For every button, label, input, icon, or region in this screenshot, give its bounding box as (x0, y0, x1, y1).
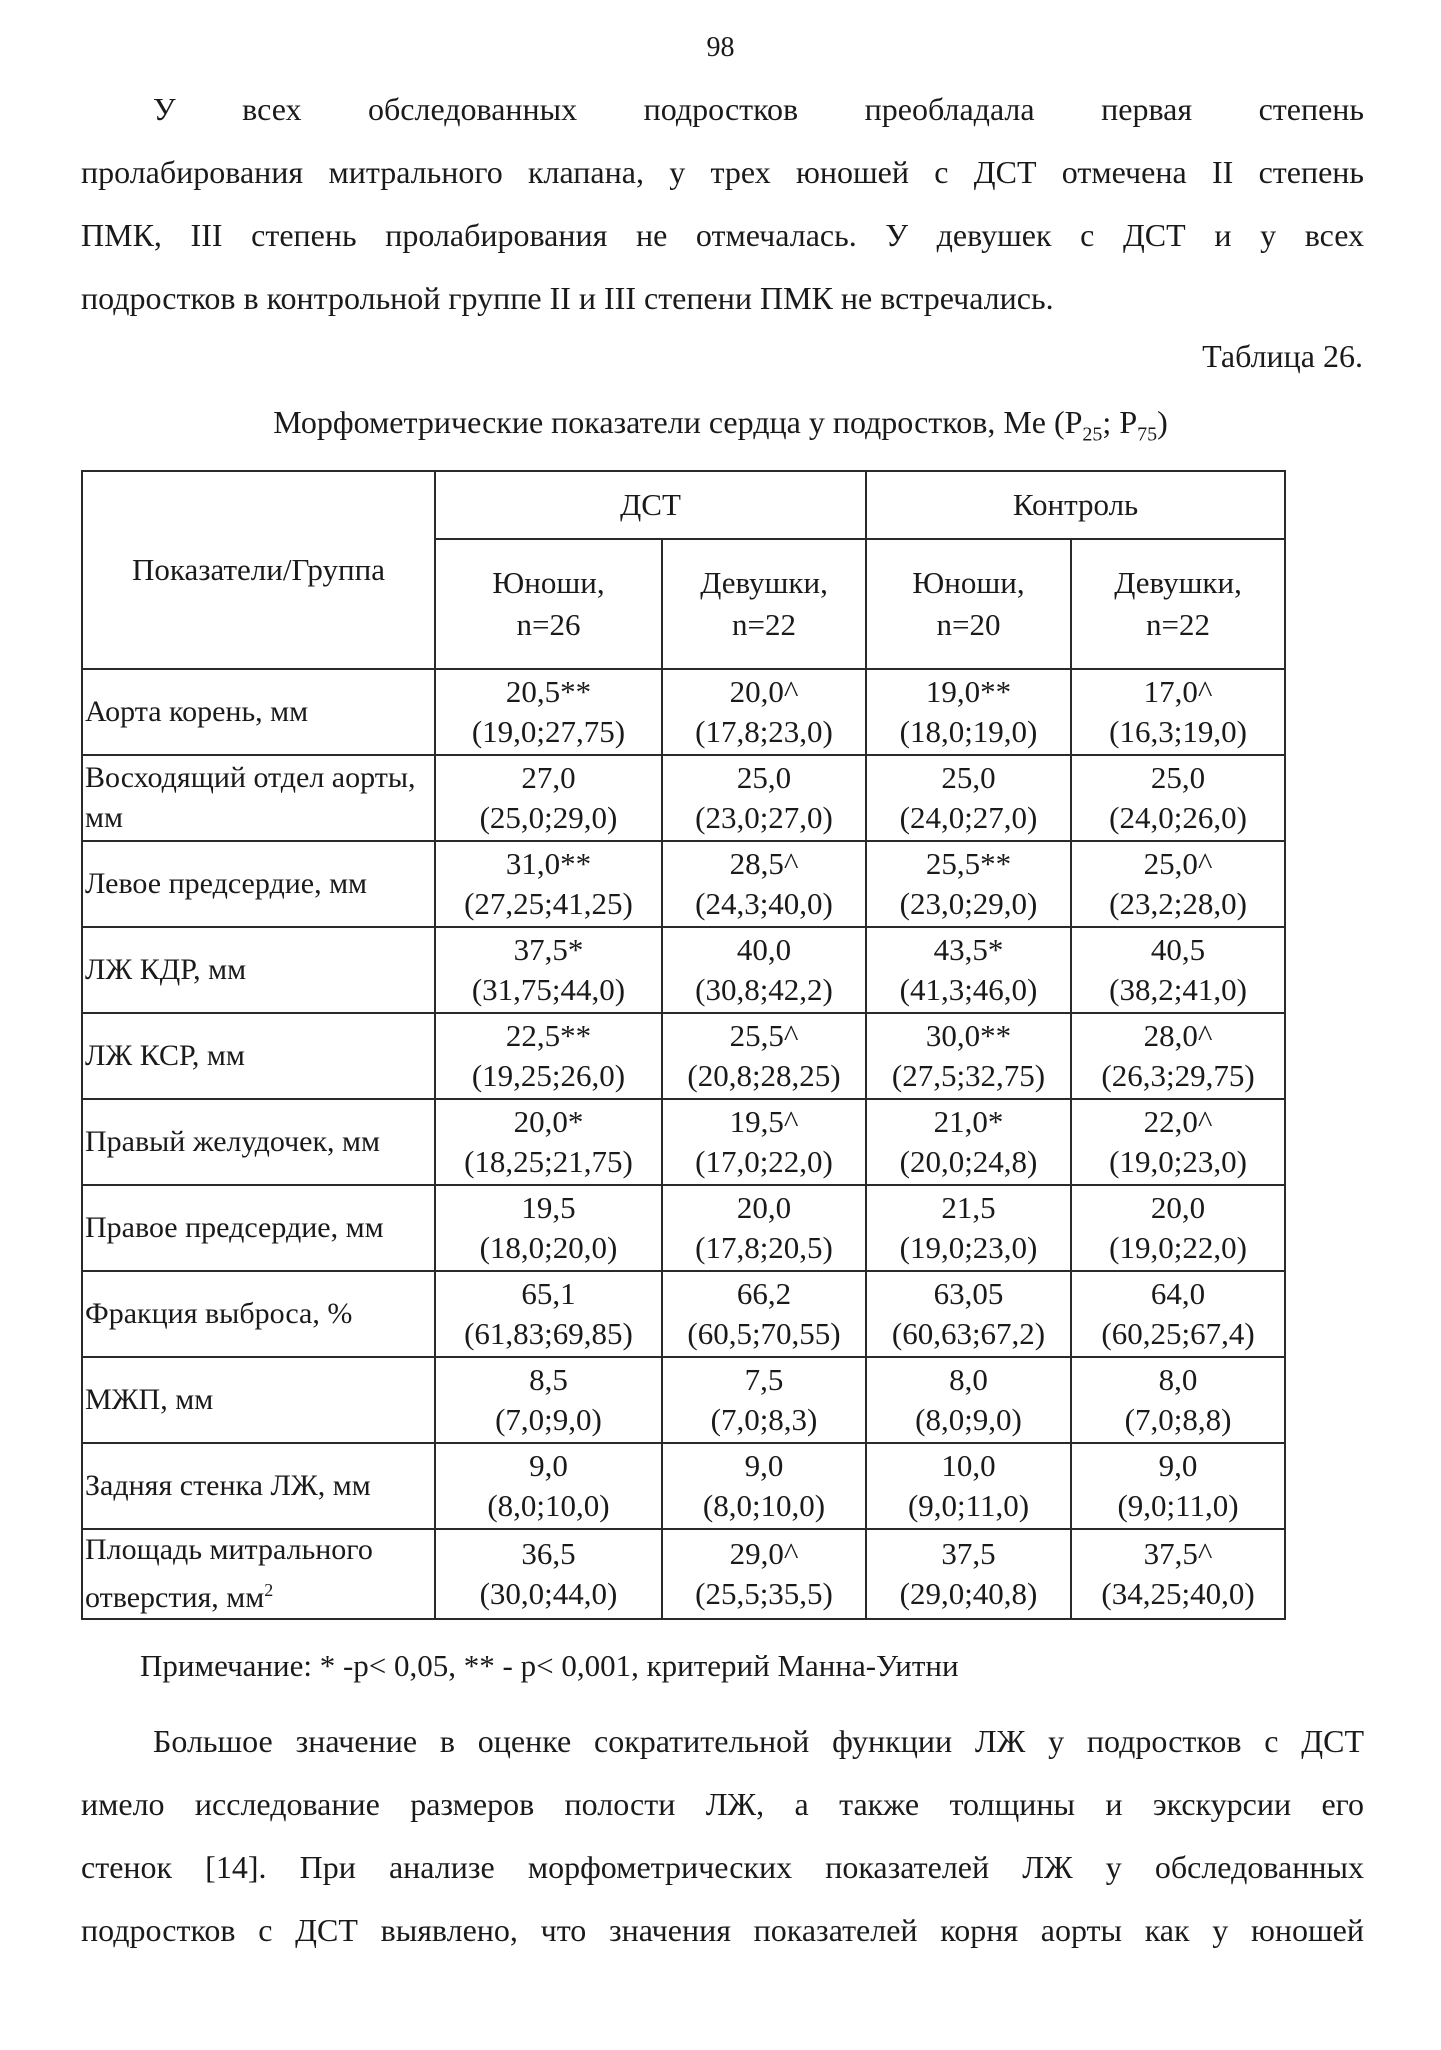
cell-interquartile-range: (20,8;28,25) (687, 1058, 841, 1093)
table-row (82, 1185, 1285, 1271)
table-row (82, 669, 1285, 755)
closing-paragraph (81, 1710, 1364, 1962)
table-title-end: ) (1157, 404, 1168, 440)
cell-median: 37,5* (513, 932, 584, 967)
table-row (82, 755, 1285, 841)
table-row (82, 1271, 1285, 1357)
cell-median: 27,0 (521, 760, 576, 795)
table-row (82, 841, 1285, 927)
cell-interquartile-range: (30,0;44,0) (479, 1576, 618, 1611)
cell-median: 8,0 (949, 1362, 988, 1397)
cell-interquartile-range: (29,0;40,8) (899, 1576, 1038, 1611)
table-footnote: Примечание: * -р< 0,05, ** - р< 0,001, критерий Манна-Уитни (140, 1648, 959, 1683)
table-cell (1071, 755, 1285, 841)
subgroup-n: n=22 (732, 607, 796, 642)
table-cell (662, 1185, 866, 1271)
cell-interquartile-range: (19,25;26,0) (471, 1058, 626, 1093)
cell-median: 9,0 (529, 1448, 568, 1483)
table-cell (662, 1271, 866, 1357)
row-label (82, 1443, 435, 1529)
cell-interquartile-range: (61,83;69,85) (464, 1316, 633, 1351)
cell-median: 10,0 (941, 1448, 996, 1483)
cell-median: 25,0 (1150, 760, 1206, 795)
table-body (82, 669, 1285, 1619)
paragraph-line: стенок [14]. При анализе морфометрических показателей ЛЖ у обследованных (81, 1849, 1364, 1885)
row-label-text: Площадь митрального отверстия, мм (85, 1533, 373, 1614)
table-cell (662, 1357, 866, 1443)
cell-median: 37,5^ (1143, 1536, 1213, 1571)
row-label-text: МЖП, мм (85, 1383, 214, 1416)
row-label-text: Правый желудочек, мм (85, 1125, 381, 1158)
table-cell (1071, 1013, 1285, 1099)
cell-interquartile-range: (30,8;42,2) (695, 972, 833, 1007)
table-cell (662, 755, 866, 841)
table-title (0, 404, 1441, 446)
table-cell (866, 755, 1071, 841)
table-cell (1071, 927, 1285, 1013)
table-cell (435, 1099, 662, 1185)
table-cell (866, 841, 1071, 927)
table-cell (866, 669, 1071, 755)
paragraph-line: Большое значение в оценке сократительной функции ЛЖ у подростков с ДСТ (153, 1723, 1364, 1759)
cell-median: 28,0^ (1143, 1018, 1213, 1053)
cell-interquartile-range: (24,0;27,0) (899, 800, 1038, 835)
cell-median: 31,0** (505, 846, 592, 881)
table-cell (662, 669, 866, 755)
table-cell (866, 1185, 1071, 1271)
cell-interquartile-range: (41,3;46,0) (899, 972, 1038, 1007)
table-cell (435, 755, 662, 841)
cell-interquartile-range: (8,0;10,0) (702, 1488, 826, 1523)
cell-median: 40,5 (1150, 932, 1206, 967)
subgroup-header (662, 539, 866, 669)
cell-median: 25,0 (736, 760, 792, 795)
cell-interquartile-range: (19,0;22,0) (1109, 1230, 1247, 1265)
cell-interquartile-range: (9,0;11,0) (907, 1488, 1030, 1523)
table-cell (662, 841, 866, 927)
row-label (82, 669, 435, 755)
paragraph-line: пролабирования митрального клапана, у трех юношей с ДСТ отмечена II степень (81, 154, 1364, 190)
cell-median: 20,0^ (729, 674, 799, 709)
cell-median: 9,0 (1158, 1448, 1198, 1483)
cell-interquartile-range: (17,8;23,0) (695, 714, 833, 749)
page-number: 98 (706, 32, 735, 63)
cell-interquartile-range: (60,25;67,4) (1101, 1316, 1255, 1351)
subgroup-header (435, 539, 662, 669)
subgroup-name: Девушки, (700, 565, 828, 600)
row-label-text: Задняя стенка ЛЖ, мм (85, 1469, 371, 1502)
cell-interquartile-range: (20,0;24,8) (899, 1144, 1038, 1179)
table-cell (662, 1443, 866, 1529)
row-header-cell: Показатели/Группа (82, 471, 435, 669)
subgroup-n: n=20 (936, 607, 1001, 642)
cell-median: 25,5^ (729, 1018, 799, 1053)
cell-interquartile-range: (17,0;22,0) (695, 1144, 833, 1179)
cell-interquartile-range: (60,63;67,2) (891, 1316, 1046, 1351)
cell-interquartile-range: (18,0;20,0) (479, 1230, 618, 1265)
cell-median: 22,0^ (1143, 1104, 1213, 1139)
table-title-sub2: 75 (1137, 423, 1158, 446)
cell-interquartile-range: (26,3;29,75) (1101, 1058, 1255, 1093)
cell-interquartile-range: (18,25;21,75) (464, 1144, 633, 1179)
cell-interquartile-range: (7,0;8,8) (1124, 1402, 1232, 1437)
row-label-text: Фракция выброса, % (85, 1297, 353, 1330)
table-title-sub1: 25 (1082, 423, 1103, 446)
cell-median: 20,5** (505, 674, 592, 709)
cell-interquartile-range: (27,25;41,25) (464, 886, 633, 921)
cell-median: 20,0 (736, 1190, 792, 1225)
table-cell (435, 1271, 662, 1357)
table-cell (866, 1271, 1071, 1357)
cell-median: 17,0^ (1143, 674, 1213, 709)
cell-interquartile-range: (31,75;44,0) (471, 972, 626, 1007)
subgroup-name: Девушки, (1114, 565, 1242, 600)
cell-median: 66,2 (736, 1276, 792, 1311)
table-cell (1071, 1271, 1285, 1357)
cell-median: 64,0 (1150, 1276, 1206, 1311)
row-label-text: ЛЖ КСР, мм (85, 1039, 245, 1072)
cell-median: 43,5* (933, 932, 1004, 967)
paragraph-line: У всех обследованных подростков преобладала первая степень (153, 91, 1364, 127)
table-row (82, 927, 1285, 1013)
subgroup-name: Юноши, (912, 565, 1025, 600)
cell-interquartile-range: (7,0;8,3) (710, 1402, 818, 1437)
cell-interquartile-range: (7,0;9,0) (495, 1402, 602, 1437)
cell-interquartile-range: (17,8;20,5) (695, 1230, 833, 1265)
subgroup-header (866, 539, 1071, 669)
row-label (82, 1099, 435, 1185)
table-cell (435, 1185, 662, 1271)
row-label (82, 1357, 435, 1443)
table-cell (435, 1529, 662, 1619)
subgroup-header (1071, 539, 1285, 669)
cell-median: 21,0* (933, 1104, 1004, 1139)
row-label-text: Восходящий отдел аорты, мм (85, 761, 416, 834)
table-cell (1071, 669, 1285, 755)
table-row (82, 1357, 1285, 1443)
table-cell (1071, 1099, 1285, 1185)
table-cell (866, 1443, 1071, 1529)
cell-median: 19,5^ (729, 1104, 799, 1139)
cell-interquartile-range: (19,0;23,0) (1109, 1144, 1247, 1179)
table-row (82, 1443, 1285, 1529)
cell-median: 19,5 (521, 1190, 576, 1225)
intro-paragraph (81, 78, 1364, 330)
cell-median: 25,0 (941, 760, 996, 795)
table-cell (866, 1013, 1071, 1099)
cell-interquartile-range: (19,0;23,0) (899, 1230, 1038, 1265)
cell-median: 20,0* (513, 1104, 584, 1139)
cell-median: 28,5^ (729, 846, 799, 881)
row-label (82, 841, 435, 927)
cell-interquartile-range: (60,5;70,55) (687, 1316, 841, 1351)
table-cell (1071, 1357, 1285, 1443)
cell-median: 36,5 (521, 1536, 576, 1571)
cell-median: 7,5 (744, 1362, 784, 1397)
table-cell (435, 841, 662, 927)
table-cell (866, 1357, 1071, 1443)
table-cell (435, 669, 662, 755)
row-label (82, 1013, 435, 1099)
cell-interquartile-range: (8,0;10,0) (487, 1488, 610, 1523)
row-label (82, 1271, 435, 1357)
table-cell (662, 1529, 866, 1619)
cell-interquartile-range: (8,0;9,0) (915, 1402, 1022, 1437)
cell-interquartile-range: (27,5;32,75) (891, 1058, 1046, 1093)
cell-median: 40,0 (736, 932, 792, 967)
cell-median: 30,0** (925, 1018, 1012, 1053)
paragraph-line: имело исследование размеров полости ЛЖ, а также толщины и экскурсии его (81, 1786, 1364, 1822)
cell-median: 65,1 (521, 1276, 576, 1311)
cell-median: 20,0 (1150, 1190, 1206, 1225)
cell-median: 22,5** (505, 1018, 592, 1053)
cell-interquartile-range: (16,3;19,0) (1109, 714, 1247, 749)
row-label (82, 927, 435, 1013)
table-title-main: Морфометрические показатели сердца у подростков, Me (P (273, 404, 1083, 440)
group-header-dst: ДСТ (435, 471, 866, 539)
subgroup-n: n=22 (1146, 607, 1211, 642)
row-label-text: ЛЖ КДР, мм (85, 953, 247, 986)
table-cell (662, 1099, 866, 1185)
cell-median: 25,5** (925, 846, 1012, 881)
table-row (82, 1099, 1285, 1185)
table-number-label: Таблица 26. (1202, 338, 1363, 374)
table-row (82, 1013, 1285, 1099)
cell-interquartile-range: (25,0;29,0) (479, 800, 618, 835)
row-label-text: Аорта корень, мм (85, 695, 309, 728)
row-label-text: Левое предсердие, мм (85, 867, 368, 900)
paragraph-line: ПМК, III степень пролабирования не отмечалась. У девушек с ДСТ и у всех (81, 217, 1364, 253)
table-cell (1071, 1185, 1285, 1271)
cell-median: 19,0** (925, 674, 1012, 709)
table-cell (1071, 841, 1285, 927)
cell-median: 63,05 (933, 1276, 1004, 1311)
row-label (82, 755, 435, 841)
row-label (82, 1529, 435, 1619)
morphometry-table (81, 470, 1286, 1620)
table-cell (662, 927, 866, 1013)
row-label-text: Правое предсердие, мм (85, 1211, 384, 1244)
cell-median: 8,0 (1158, 1362, 1198, 1397)
table-cell (435, 1357, 662, 1443)
table-cell (1071, 1529, 1285, 1619)
cell-interquartile-range: (23,0;29,0) (899, 886, 1038, 921)
cell-median: 9,0 (744, 1448, 784, 1483)
cell-interquartile-range: (34,25;40,0) (1101, 1576, 1255, 1611)
table-cell (866, 927, 1071, 1013)
cell-interquartile-range: (18,0;19,0) (899, 714, 1038, 749)
cell-median: 25,0^ (1143, 846, 1213, 881)
cell-interquartile-range: (23,0;27,0) (695, 800, 833, 835)
table-cell (866, 1099, 1071, 1185)
table-cell (662, 1013, 866, 1099)
cell-interquartile-range: (19,0;27,75) (471, 714, 626, 749)
table-cell (435, 1443, 662, 1529)
cell-median: 8,5 (529, 1362, 568, 1397)
table-title-mid: ; P (1102, 404, 1138, 440)
table-row (82, 1529, 1285, 1619)
subgroup-name: Юноши, (492, 565, 605, 600)
paragraph-line: подростков с ДСТ выявлено, что значения показателей корня аорты как у юношей (81, 1912, 1364, 1948)
cell-interquartile-range: (24,3;40,0) (695, 886, 833, 921)
cell-interquartile-range: (25,5;35,5) (695, 1576, 833, 1611)
cell-interquartile-range: (38,2;41,0) (1109, 972, 1247, 1007)
paragraph-line: подростков в контрольной группе II и III степени ПМК не встречались. (81, 280, 1054, 316)
cell-median: 29,0^ (729, 1536, 799, 1571)
row-label (82, 1185, 435, 1271)
table-cell (866, 1529, 1071, 1619)
table-cell (1071, 1443, 1285, 1529)
group-header-control: Контроль (866, 471, 1285, 539)
cell-median: 37,5 (941, 1536, 996, 1571)
cell-interquartile-range: (24,0;26,0) (1109, 800, 1247, 835)
subgroup-n: n=26 (516, 607, 581, 642)
cell-interquartile-range: (23,2;28,0) (1109, 886, 1247, 921)
table-cell (435, 1013, 662, 1099)
row-label-superscript: 2 (264, 1580, 274, 1600)
table-cell (435, 927, 662, 1013)
cell-median: 21,5 (941, 1190, 996, 1225)
cell-interquartile-range: (9,0;11,0) (1117, 1488, 1239, 1523)
